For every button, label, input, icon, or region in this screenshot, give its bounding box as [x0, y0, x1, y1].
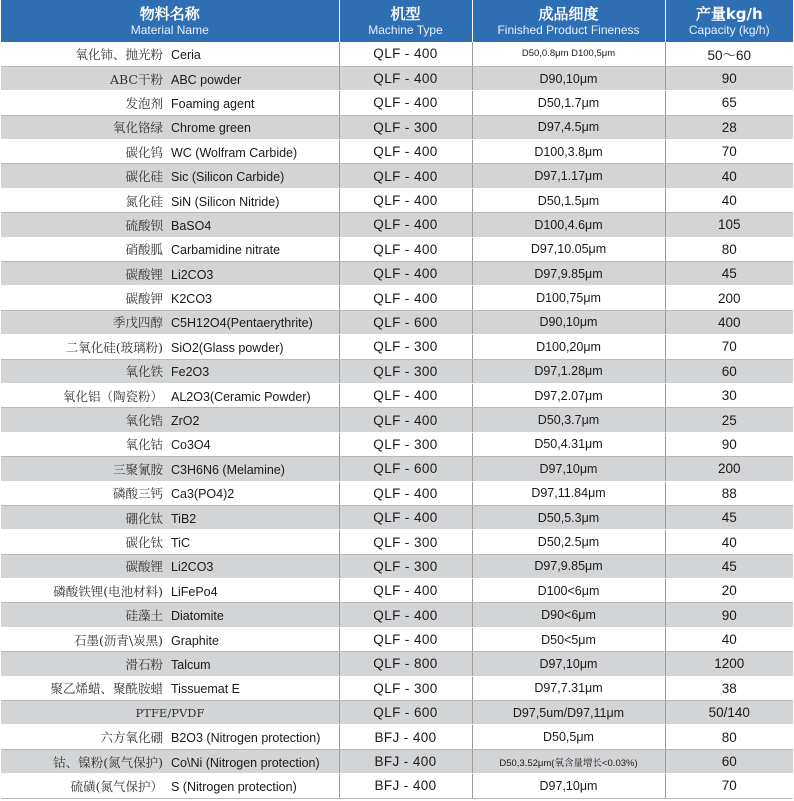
table-row — [1, 237, 793, 261]
capacity-cell: 45 — [665, 262, 793, 286]
capacity-cell: 90 — [665, 432, 793, 456]
table-row — [1, 530, 793, 554]
capacity-cell: 70 — [665, 335, 793, 359]
fineness-cell: D50,1.7μm — [472, 91, 665, 115]
table-row — [1, 262, 793, 286]
machine-type-cell: QLF - 300 — [339, 359, 472, 383]
capacity-cell: 200 — [665, 457, 793, 481]
material-cell — [1, 335, 339, 359]
material-name-cn: 氧化铝（陶瓷粉） — [62, 388, 163, 404]
capacity-cell: 1200 — [665, 652, 793, 676]
material-name-cn: 六方氧化硼 — [100, 730, 163, 746]
material-cell — [1, 530, 339, 554]
fineness-cell: D50,0.8μm D100,5μm — [472, 42, 665, 66]
material-name-en: Diatomite — [171, 609, 224, 624]
table-row — [1, 335, 793, 359]
capacity-cell: 40 — [665, 627, 793, 651]
table-row — [1, 457, 793, 481]
material-cell — [1, 42, 339, 66]
material-name-en: Li2CO3 — [171, 560, 214, 575]
table-body — [1, 42, 793, 798]
table-row — [1, 725, 793, 749]
material-name-cn: PTFE/PVDF — [135, 706, 205, 721]
machine-type-cell: BFJ - 400 — [339, 725, 472, 749]
material-cell — [1, 652, 339, 676]
material-name-cn: 二氧化硅(玻璃粉) — [65, 339, 163, 355]
fineness-cell: D50,1.5μm — [472, 188, 665, 212]
table-row — [1, 115, 793, 139]
capacity-cell: 400 — [665, 310, 793, 334]
fineness-cell: D50,5.3μm — [472, 505, 665, 529]
machine-type-cell: QLF - 400 — [339, 286, 472, 310]
material-name-en: LiFePo4 — [171, 584, 218, 599]
material-name-en: Talcum — [171, 657, 211, 672]
material-cell — [1, 725, 339, 749]
table-row — [1, 66, 793, 90]
table-row — [1, 676, 793, 700]
material-name-cn: 氧化铬绿 — [112, 120, 163, 136]
table-row — [1, 286, 793, 310]
table-row — [1, 554, 793, 578]
material-name-en: Ca3(PO4)2 — [171, 487, 235, 502]
machine-type-cell: QLF - 600 — [339, 310, 472, 334]
material-cell — [1, 603, 339, 627]
table-row — [1, 774, 793, 798]
capacity-cell: 38 — [665, 676, 793, 700]
machine-type-cell: QLF - 400 — [339, 91, 472, 115]
fineness-cell: D50,4.31μm — [472, 432, 665, 456]
material-name-en: Sic (Silicon Carbide) — [171, 170, 285, 185]
material-name-cn: 硼化钛 — [125, 510, 163, 526]
material-name-en: K2CO3 — [171, 292, 212, 307]
fineness-cell: D50,3.52μm(氧含量增长<0.03%) — [472, 749, 665, 773]
fineness-cell: D90,10μm — [472, 66, 665, 90]
table-row — [1, 701, 793, 725]
capacity-cell: 40 — [665, 530, 793, 554]
material-name-en: C3H6N6 (Melamine) — [171, 462, 285, 477]
material-cell — [1, 286, 339, 310]
material-name-en: TiC — [171, 536, 190, 550]
machine-type-cell: QLF - 400 — [339, 383, 472, 407]
table-row — [1, 408, 793, 432]
table-row — [1, 749, 793, 773]
fineness-cell: D97,2.07μm — [472, 383, 665, 407]
material-name-en: SiN (Silicon Nitride) — [171, 194, 280, 209]
capacity-cell: 50/140 — [665, 701, 793, 725]
material-cell — [1, 457, 339, 481]
machine-type-cell: QLF - 600 — [339, 701, 472, 725]
material-cell — [1, 262, 339, 286]
capacity-cell: 60 — [665, 359, 793, 383]
fineness-cell: D100,3.8μm — [472, 140, 665, 164]
material-name-cn: 碳化硅 — [125, 169, 163, 185]
machine-type-cell: QLF - 600 — [339, 457, 472, 481]
machine-type-cell: QLF - 400 — [339, 213, 472, 237]
capacity-cell: 60 — [665, 749, 793, 773]
machine-type-cell: QLF - 400 — [339, 42, 472, 66]
capacity-cell: 30 — [665, 383, 793, 407]
material-name-en: Tissuemat E — [171, 682, 241, 697]
material-name-en: Ceria — [171, 47, 201, 62]
table-row — [1, 91, 793, 115]
table-row — [1, 164, 793, 188]
material-cell — [1, 188, 339, 212]
material-cell — [1, 408, 339, 432]
table-row — [1, 359, 793, 383]
material-name-cn: ABC干粉 — [109, 71, 163, 87]
capacity-cell: 80 — [665, 237, 793, 261]
machine-type-cell: QLF - 400 — [339, 164, 472, 188]
material-cell — [1, 383, 339, 407]
machine-type-cell: QLF - 300 — [339, 530, 472, 554]
machine-type-cell: QLF - 400 — [339, 237, 472, 261]
material-name-en: Fe2O3 — [171, 365, 210, 380]
header-material — [1, 0, 339, 42]
capacity-cell: 70 — [665, 774, 793, 798]
material-cell — [1, 481, 339, 505]
capacity-cell: 45 — [665, 554, 793, 578]
capacity-cell: 200 — [665, 286, 793, 310]
material-name-en: AL2O3(Ceramic Powder) — [171, 389, 311, 404]
fineness-cell: D90<6μm — [472, 603, 665, 627]
capacity-cell: 80 — [665, 725, 793, 749]
material-cell — [1, 164, 339, 188]
header-machine-cn: 机型 — [390, 4, 421, 23]
fineness-cell: D100,20μm — [472, 335, 665, 359]
material-name-en: BaSO4 — [171, 218, 212, 233]
material-name-cn: 钴、镍粉(氮气保护) — [53, 754, 163, 770]
material-cell — [1, 213, 339, 237]
material-name-en: Co\Ni (Nitrogen protection) — [171, 755, 320, 770]
material-name-cn: 氧化锆 — [125, 413, 163, 429]
material-name-cn: 季戊四醇 — [112, 315, 163, 331]
header-material-cn: 物料名称 — [139, 4, 200, 23]
product-table — [1, 0, 793, 799]
material-name-en: Chrome green — [171, 121, 251, 136]
material-name-en: Foaming agent — [171, 96, 255, 111]
capacity-cell: 90 — [665, 66, 793, 90]
material-name-cn: 碳化钛 — [125, 535, 163, 550]
material-cell — [1, 749, 339, 773]
material-name-cn: 滑石粉 — [125, 656, 163, 672]
material-name-en: SiO2(Glass powder) — [171, 340, 284, 355]
material-name-en: Li2CO3 — [171, 267, 214, 282]
capacity-cell: 40 — [665, 164, 793, 188]
table-row — [1, 383, 793, 407]
capacity-cell: 20 — [665, 579, 793, 603]
fineness-cell: D97,11.84μm — [472, 481, 665, 505]
material-name-en: ZrO2 — [171, 414, 200, 429]
material-name-cn: 碳化钨 — [125, 144, 163, 160]
machine-type-cell: QLF - 300 — [339, 554, 472, 578]
capacity-cell: 70 — [665, 140, 793, 164]
material-name-en: Graphite — [171, 633, 219, 648]
table-row — [1, 432, 793, 456]
material-name-cn: 硫磺(氮气保护） — [70, 778, 163, 794]
machine-type-cell: QLF - 400 — [339, 627, 472, 651]
material-name-cn: 磷酸铁锂(电池材料) — [53, 583, 163, 599]
fineness-cell: D50<5μm — [472, 627, 665, 651]
material-name-en: B2O3 (Nitrogen protection) — [171, 731, 321, 746]
machine-type-cell: QLF - 400 — [339, 188, 472, 212]
material-name-en: WC (Wolfram Carbide) — [171, 145, 298, 160]
material-name-cn: 氧化钴 — [125, 437, 163, 453]
header-capacity-en: Capacity (kg/h) — [688, 22, 770, 37]
capacity-cell: 105 — [665, 213, 793, 237]
table-row — [1, 213, 793, 237]
table-header — [1, 0, 793, 42]
fineness-cell: D90,10μm — [472, 310, 665, 334]
capacity-cell: 50～60 — [665, 42, 793, 66]
material-cell — [1, 91, 339, 115]
machine-type-cell: BFJ - 400 — [339, 749, 472, 773]
fineness-cell: D97,1.17μm — [472, 164, 665, 188]
capacity-cell: 25 — [665, 408, 793, 432]
header-fineness — [472, 0, 665, 42]
material-name-cn: 聚乙烯蜡、聚酰胺蜡 — [50, 681, 163, 697]
material-name-en: ABC powder — [171, 72, 242, 87]
fineness-cell: D100<6μm — [472, 579, 665, 603]
fineness-cell: D100,4.6μm — [472, 213, 665, 237]
material-name-en: Carbamidine nitrate — [171, 243, 281, 258]
machine-type-cell: QLF - 400 — [339, 408, 472, 432]
header-fineness-en: Finished Product Fineness — [497, 22, 640, 37]
fineness-cell: D97,10.05μm — [472, 237, 665, 261]
table-row — [1, 188, 793, 212]
material-name-cn: 硫酸钡 — [125, 217, 163, 233]
fineness-cell: D97,9.85μm — [472, 262, 665, 286]
fineness-cell: D50,3.7μm — [472, 408, 665, 432]
machine-type-cell: QLF - 300 — [339, 676, 472, 700]
material-name-en: TiB2 — [171, 511, 197, 526]
material-name-cn: 碳酸锂 — [125, 266, 163, 282]
material-name-cn: 氮化硅 — [125, 193, 163, 209]
material-cell — [1, 66, 339, 90]
header-machine-en: Machine Type — [368, 22, 443, 37]
table-row — [1, 652, 793, 676]
material-cell — [1, 115, 339, 139]
material-cell — [1, 237, 339, 261]
material-cell — [1, 359, 339, 383]
material-name-cn: 硝酸胍 — [125, 242, 163, 258]
machine-type-cell: QLF - 300 — [339, 335, 472, 359]
table-row — [1, 310, 793, 334]
table-row — [1, 481, 793, 505]
material-cell — [1, 432, 339, 456]
material-name-cn: 碳酸钾 — [125, 291, 163, 307]
table-row — [1, 579, 793, 603]
fineness-cell: D97,1.28μm — [472, 359, 665, 383]
fineness-cell: D97,10μm — [472, 457, 665, 481]
capacity-cell: 65 — [665, 91, 793, 115]
machine-type-cell: BFJ - 400 — [339, 774, 472, 798]
fineness-cell: D97,10μm — [472, 774, 665, 798]
table-row — [1, 42, 793, 66]
capacity-cell: 45 — [665, 505, 793, 529]
material-name-cn: 磷酸三钙 — [112, 486, 163, 502]
machine-type-cell: QLF - 400 — [339, 603, 472, 627]
table-row — [1, 140, 793, 164]
machine-type-cell: QLF - 400 — [339, 505, 472, 529]
header-fineness-cn: 成品细度 — [538, 4, 599, 23]
material-name-cn: 碳酸锂 — [125, 559, 163, 575]
fineness-cell: D100,75μm — [472, 286, 665, 310]
material-name-en: C5H12O4(Pentaerythrite) — [171, 316, 313, 331]
header-material-en: Material Name — [130, 22, 209, 37]
material-cell — [1, 140, 339, 164]
capacity-cell: 40 — [665, 188, 793, 212]
fineness-cell: D97,4.5μm — [472, 115, 665, 139]
material-cell — [1, 701, 339, 725]
machine-type-cell: QLF - 400 — [339, 262, 472, 286]
machine-type-cell: QLF - 400 — [339, 481, 472, 505]
table-row — [1, 627, 793, 651]
machine-type-cell: QLF - 800 — [339, 652, 472, 676]
material-name-en: Co3O4 — [171, 438, 211, 453]
fineness-cell: D97,5um/D97,11μm — [472, 701, 665, 725]
material-name-cn: 石墨(沥青\炭黑) — [74, 632, 163, 648]
fineness-cell: D97,10μm — [472, 652, 665, 676]
header-capacity-cn: 产量kg/h — [695, 4, 763, 23]
machine-type-cell: QLF - 300 — [339, 432, 472, 456]
fineness-cell: D97,9.85μm — [472, 554, 665, 578]
material-name-cn: 三聚氰胺 — [112, 461, 163, 477]
capacity-cell: 88 — [665, 481, 793, 505]
material-cell — [1, 676, 339, 700]
fineness-cell: D97,7.31μm — [472, 676, 665, 700]
material-name-cn: 硅藻土 — [125, 608, 163, 624]
machine-type-cell: QLF - 400 — [339, 140, 472, 164]
material-cell — [1, 774, 339, 798]
material-name-cn: 氧化铈、抛光粉 — [75, 46, 163, 62]
table-row — [1, 603, 793, 627]
material-name-cn: 氧化铁 — [125, 364, 163, 380]
machine-type-cell: QLF - 300 — [339, 115, 472, 139]
material-cell — [1, 505, 339, 529]
fineness-cell: D50,5μm — [472, 725, 665, 749]
table-row — [1, 505, 793, 529]
material-name-en: S (Nitrogen protection) — [171, 779, 297, 794]
fineness-cell: D50,2.5μm — [472, 530, 665, 554]
capacity-cell: 90 — [665, 603, 793, 627]
material-cell — [1, 310, 339, 334]
machine-type-cell: QLF - 400 — [339, 66, 472, 90]
header-capacity — [665, 0, 793, 42]
material-cell — [1, 579, 339, 603]
machine-type-cell: QLF - 400 — [339, 579, 472, 603]
capacity-cell: 28 — [665, 115, 793, 139]
header-machine — [339, 0, 472, 42]
material-name-cn: 发泡剂 — [125, 95, 163, 111]
material-cell — [1, 627, 339, 651]
material-cell — [1, 554, 339, 578]
